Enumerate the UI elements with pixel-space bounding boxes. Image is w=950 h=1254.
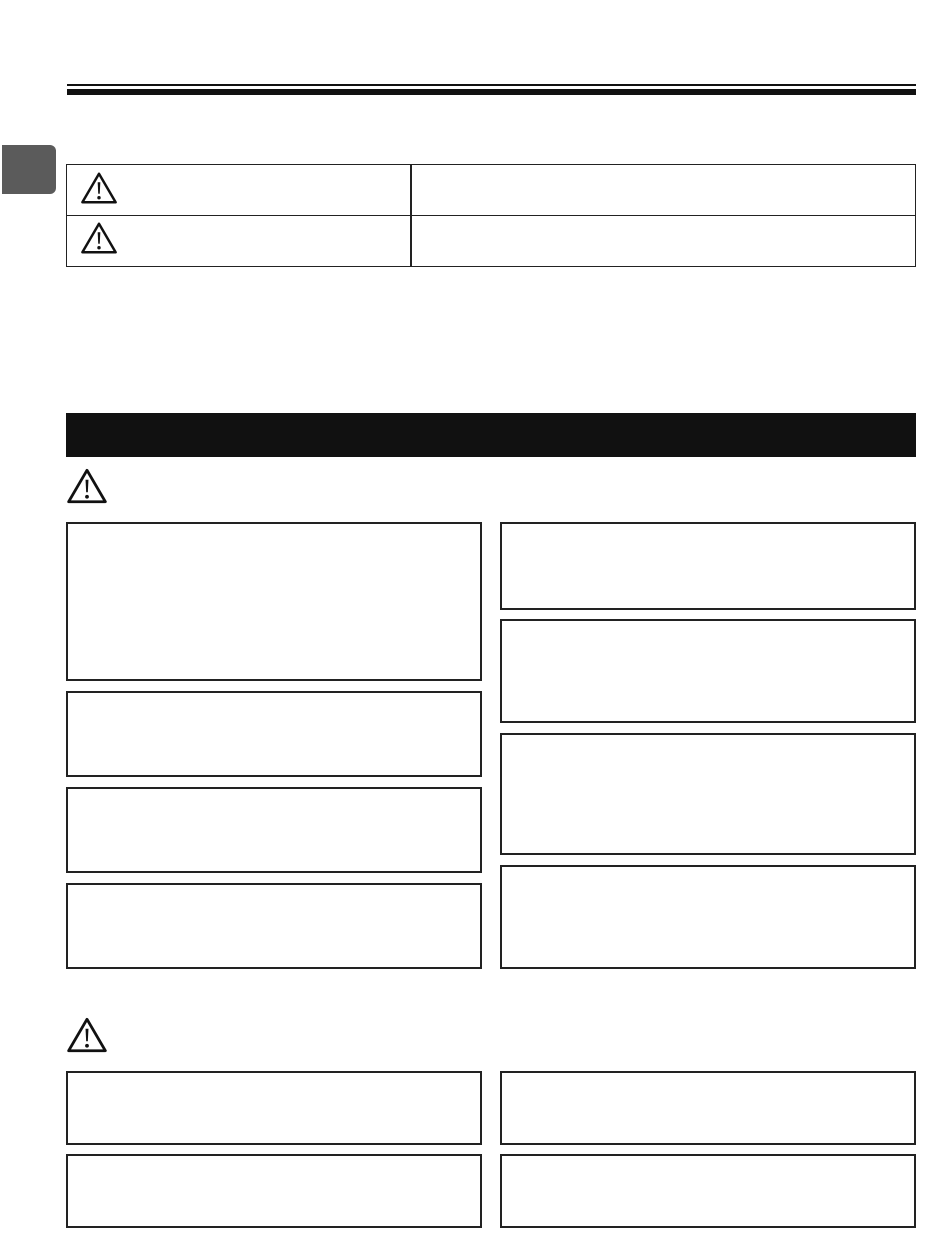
warning-item-box: [500, 619, 916, 723]
warning-item-box: [66, 691, 482, 777]
legend-divider: [410, 165, 412, 266]
caution-item-box: [500, 1071, 916, 1145]
legend-row: [67, 215, 915, 265]
warning-item-box: [500, 733, 916, 855]
legend-row: [67, 165, 915, 216]
warning-item-box: [500, 522, 916, 610]
warning-triangle-icon: [80, 170, 118, 206]
warning-triangle-icon: [66, 467, 108, 505]
caution-item-box: [500, 1154, 916, 1228]
warning-item-box: [500, 865, 916, 969]
section-header-bar: [66, 413, 916, 457]
caution-item-box: [66, 1154, 482, 1228]
top-rule-thick: [67, 89, 916, 95]
warning-item-box: [66, 883, 482, 969]
warning-triangle-icon: [66, 1016, 108, 1054]
top-rule-thin: [67, 84, 916, 86]
warning-item-box: [66, 522, 482, 681]
caution-item-box: [66, 1071, 482, 1145]
warning-triangle-icon: [80, 220, 118, 256]
chapter-tab: [2, 145, 56, 194]
warning-item-box: [66, 787, 482, 873]
signal-word-legend: [66, 164, 916, 267]
